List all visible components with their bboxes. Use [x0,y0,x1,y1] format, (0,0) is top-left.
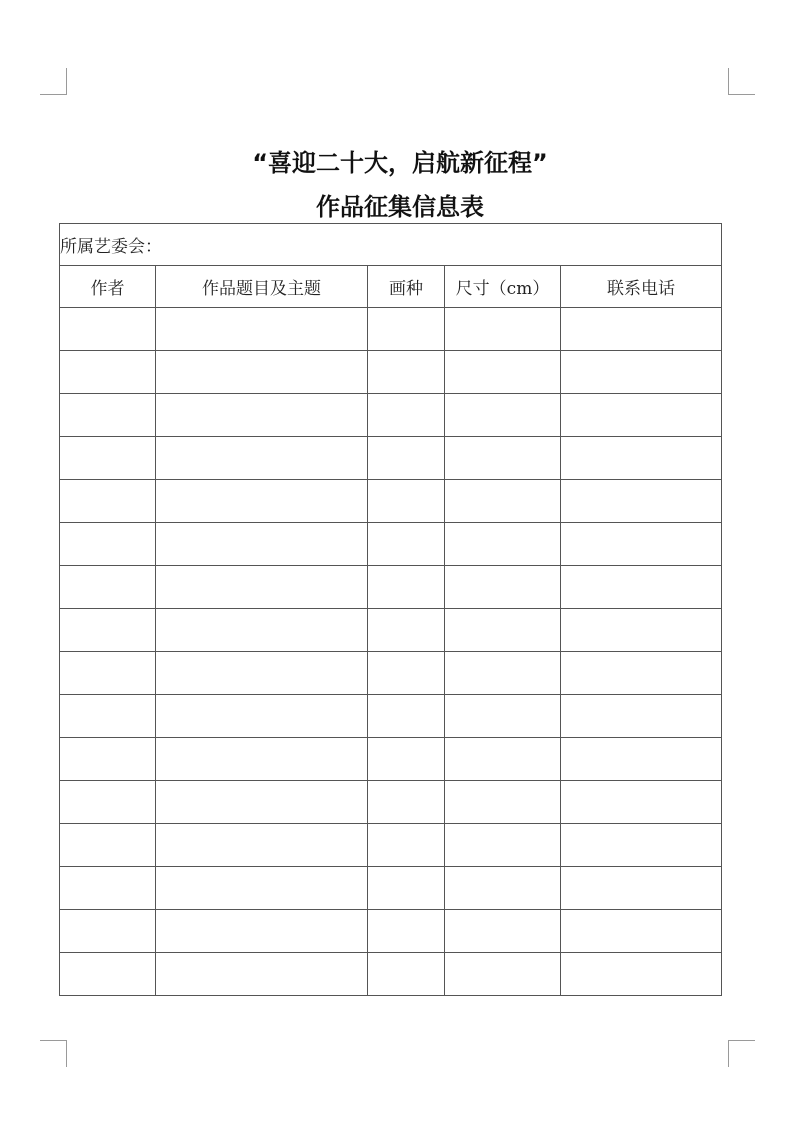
author-cell[interactable] [60,867,156,910]
size-cell[interactable] [445,308,561,351]
title-theme-cell[interactable] [156,695,368,738]
table-row [60,953,722,996]
painting-type-cell[interactable] [368,480,445,523]
column-header-title-theme: 作品题目及主题 [156,266,368,308]
affiliation-label: 所属艺委会： [60,237,162,257]
column-header-author: 作者 [60,266,156,308]
size-cell[interactable] [445,566,561,609]
title-theme-cell[interactable] [156,609,368,652]
table-row [60,738,722,781]
author-cell[interactable] [60,695,156,738]
phone-cell[interactable] [561,523,722,566]
phone-cell[interactable] [561,652,722,695]
title-theme-cell[interactable] [156,781,368,824]
affiliation-field[interactable] [60,224,722,266]
phone-cell[interactable] [561,910,722,953]
affiliation-row [60,224,722,266]
phone-cell[interactable] [561,437,722,480]
table-row [60,437,722,480]
painting-type-cell[interactable] [368,695,445,738]
author-cell[interactable] [60,824,156,867]
phone-cell[interactable] [561,781,722,824]
table-row [60,824,722,867]
painting-type-cell[interactable] [368,308,445,351]
size-cell[interactable] [445,437,561,480]
column-header-size: 尺寸（cm） [445,266,561,308]
crop-mark-top-right [728,68,755,95]
phone-cell[interactable] [561,824,722,867]
author-cell[interactable] [60,953,156,996]
author-cell[interactable] [60,351,156,394]
size-cell[interactable] [445,480,561,523]
title-theme-cell[interactable] [156,308,368,351]
size-cell[interactable] [445,394,561,437]
table-row [60,609,722,652]
phone-cell[interactable] [561,695,722,738]
entry-form-table [59,223,722,996]
size-cell[interactable] [445,781,561,824]
table-row [60,566,722,609]
painting-type-cell[interactable] [368,867,445,910]
painting-type-cell[interactable] [368,910,445,953]
title-theme-cell[interactable] [156,824,368,867]
painting-type-cell[interactable] [368,566,445,609]
painting-type-cell[interactable] [368,394,445,437]
size-cell[interactable] [445,695,561,738]
painting-type-cell[interactable] [368,738,445,781]
document-subtitle: 作品征集信息表 [316,193,484,221]
title-theme-cell[interactable] [156,910,368,953]
painting-type-cell[interactable] [368,652,445,695]
title-theme-cell[interactable] [156,652,368,695]
author-cell[interactable] [60,910,156,953]
painting-type-cell[interactable] [368,953,445,996]
author-cell[interactable] [60,652,156,695]
column-header-painting-type: 画种 [368,266,445,308]
table-row [60,695,722,738]
painting-type-cell[interactable] [368,781,445,824]
phone-cell[interactable] [561,867,722,910]
author-cell[interactable] [60,738,156,781]
size-cell[interactable] [445,523,561,566]
title-theme-cell[interactable] [156,953,368,996]
painting-type-cell[interactable] [368,824,445,867]
title-theme-cell[interactable] [156,394,368,437]
table-row [60,523,722,566]
author-cell[interactable] [60,781,156,824]
size-cell[interactable] [445,867,561,910]
phone-cell[interactable] [561,953,722,996]
phone-cell[interactable] [561,394,722,437]
author-cell[interactable] [60,523,156,566]
title-theme-cell[interactable] [156,523,368,566]
table-row [60,394,722,437]
size-cell[interactable] [445,824,561,867]
phone-cell[interactable] [561,308,722,351]
phone-cell[interactable] [561,480,722,523]
title-theme-cell[interactable] [156,437,368,480]
author-cell[interactable] [60,609,156,652]
size-cell[interactable] [445,652,561,695]
phone-cell[interactable] [561,738,722,781]
crop-mark-bottom-left [40,1040,67,1067]
table-row [60,781,722,824]
painting-type-cell[interactable] [368,351,445,394]
title-theme-cell[interactable] [156,867,368,910]
table-row [60,308,722,351]
painting-type-cell[interactable] [368,523,445,566]
title-theme-cell[interactable] [156,351,368,394]
phone-cell[interactable] [561,566,722,609]
document-title: “喜迎二十大，启航新征程” [252,149,548,177]
author-cell[interactable] [60,394,156,437]
crop-mark-bottom-right [728,1040,755,1067]
table-row [60,351,722,394]
column-header-phone: 联系电话 [561,266,722,308]
painting-type-cell[interactable] [368,437,445,480]
table-row [60,910,722,953]
phone-cell[interactable] [561,351,722,394]
table-row [60,867,722,910]
author-cell[interactable] [60,566,156,609]
author-cell[interactable] [60,308,156,351]
table-row [60,652,722,695]
author-cell[interactable] [60,437,156,480]
size-cell[interactable] [445,953,561,996]
title-theme-cell[interactable] [156,480,368,523]
table-header-row [60,266,722,308]
title-theme-cell[interactable] [156,566,368,609]
size-cell[interactable] [445,609,561,652]
phone-cell[interactable] [561,609,722,652]
crop-mark-top-left [40,68,67,95]
table-row [60,480,722,523]
painting-type-cell[interactable] [368,609,445,652]
title-theme-cell[interactable] [156,738,368,781]
size-cell[interactable] [445,738,561,781]
size-cell[interactable] [445,351,561,394]
author-cell[interactable] [60,480,156,523]
size-cell[interactable] [445,910,561,953]
